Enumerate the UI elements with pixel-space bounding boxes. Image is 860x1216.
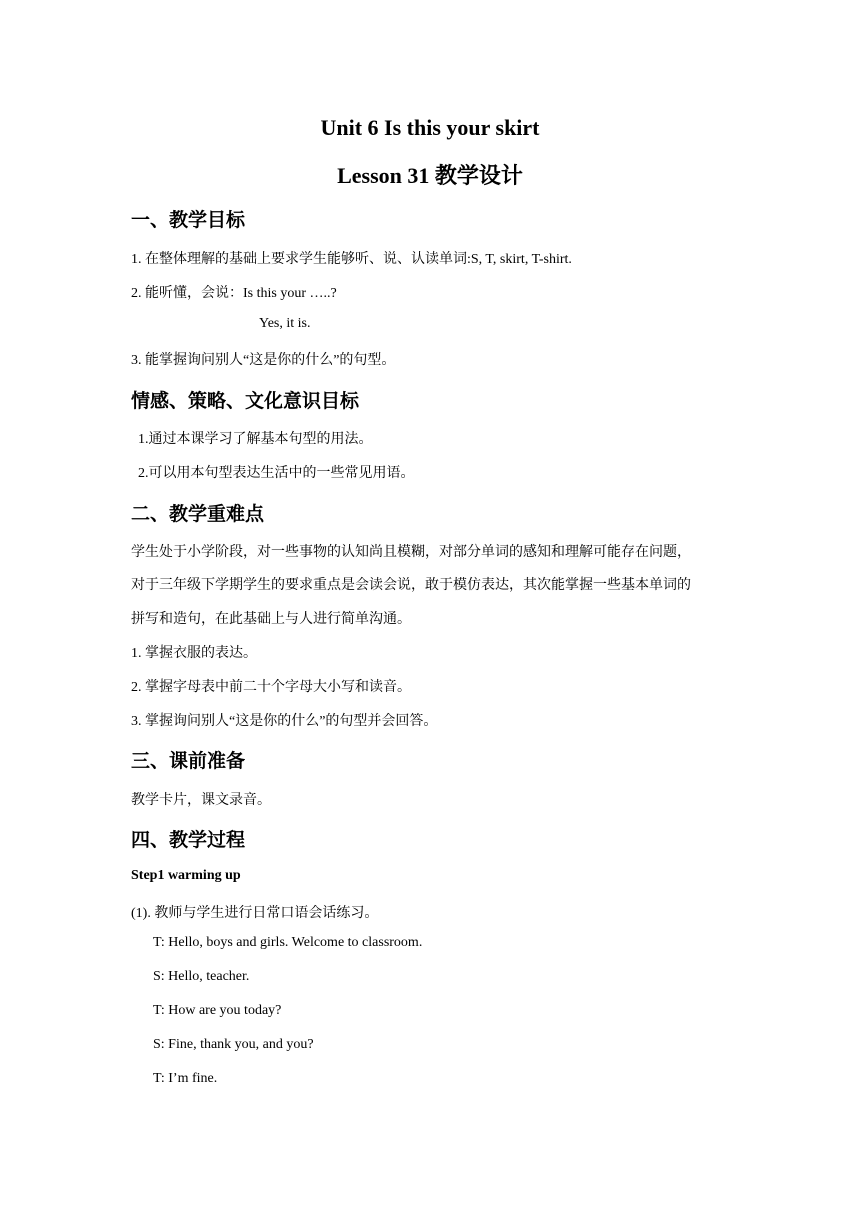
goal-item: 2. 能听懂，会说：Is this your …..? bbox=[131, 286, 337, 301]
heading-affective: 情感、策略、文化意识目标 bbox=[131, 390, 360, 412]
key-points-paragraph-line: 拼写和造句，在此基础上与人进行简单沟通。 bbox=[131, 612, 411, 627]
heading-goals: 一、教学目标 bbox=[131, 209, 246, 231]
key-points-paragraph-line: 对于三年级下学期学生的要求重点是会读会说，敢于模仿表达，其次能掌握一些基本单词的 bbox=[131, 578, 691, 593]
document-title: Unit 6 Is this your skirt bbox=[320, 115, 540, 140]
dialogue-line: S: Hello, teacher. bbox=[153, 969, 250, 984]
key-point-item: 2. 掌握字母表中前二十个字母大小写和读音。 bbox=[131, 680, 411, 695]
dialogue-line: T: How are you today? bbox=[153, 1003, 282, 1018]
goal-item: 3. 能掌握询问别人“这是你的什么”的句型。 bbox=[131, 353, 396, 368]
key-points-paragraph-line: 学生处于小学阶段，对一些事物的认知尚且模糊，对部分单词的感知和理解可能存在问题， bbox=[131, 545, 691, 560]
dialogue-line: T: I’m fine. bbox=[153, 1071, 218, 1086]
key-point-item: 3. 掌握询问别人“这是你的什么”的句型并会回答。 bbox=[131, 714, 438, 729]
step1-title: Step1 warming up bbox=[131, 868, 241, 883]
affective-item: 2.可以用本句型表达生活中的一些常见用语。 bbox=[138, 466, 415, 481]
heading-preparation: 三、课前准备 bbox=[131, 750, 246, 772]
goal-item-answer: Yes, it is. bbox=[259, 316, 311, 331]
affective-item: 1.通过本课学习了解基本句型的用法。 bbox=[138, 432, 373, 447]
preparation-text: 教学卡片，课文录音。 bbox=[131, 793, 271, 808]
heading-key-points: 二、教学重难点 bbox=[131, 503, 265, 525]
heading-process: 四、教学过程 bbox=[131, 829, 246, 851]
document-subtitle: Lesson 31 教学设计 bbox=[337, 163, 523, 188]
key-point-item: 1. 掌握衣服的表达。 bbox=[131, 646, 257, 661]
goal-item: 1. 在整体理解的基础上要求学生能够听、说、认读单词:S, T, skirt, T-shirt. bbox=[131, 252, 572, 267]
step1-intro: (1). 教师与学生进行日常口语会话练习。 bbox=[131, 906, 379, 921]
dialogue-line: S: Fine, thank you, and you? bbox=[153, 1037, 314, 1052]
dialogue-line: T: Hello, boys and girls. Welcome to classroom. bbox=[153, 935, 423, 950]
